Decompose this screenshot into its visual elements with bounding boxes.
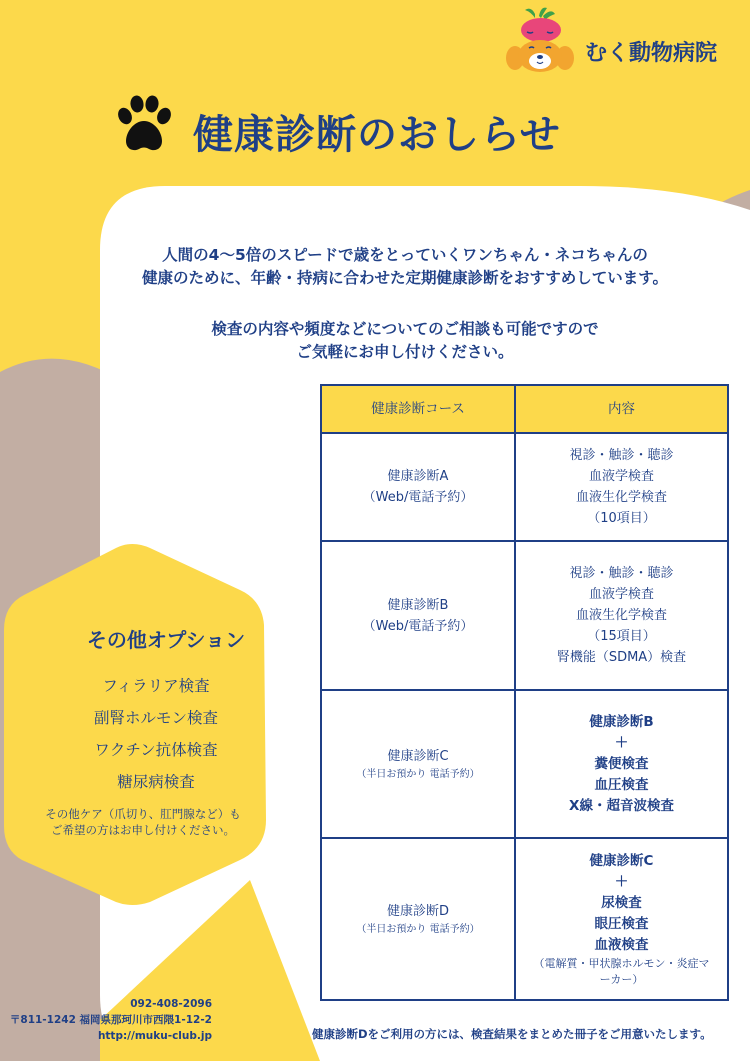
exam-item: 血液学検査 — [588, 587, 654, 602]
table-row — [321, 433, 728, 541]
exam-item: 尿検査 — [601, 894, 642, 911]
exam-item: 血液生化学検査 — [575, 490, 667, 505]
table-header-row — [321, 385, 728, 433]
paw-print-icon — [112, 94, 176, 158]
clinic-name: むく動物病院 — [585, 41, 718, 66]
option-item: 糖尿病検査 — [117, 773, 195, 791]
table-row — [321, 838, 728, 1000]
exam-item: 腎機能（SDMA）検査 — [556, 650, 687, 665]
course-cell — [321, 541, 515, 690]
exam-item: ＋ — [614, 873, 629, 890]
course-note: （Web/電話予約） — [362, 490, 474, 505]
exam-item: 血液生化学検査 — [575, 608, 667, 623]
exam-item: ＋ — [614, 734, 629, 751]
exam-item: 血液検査 — [594, 936, 649, 953]
contact-info — [0, 996, 212, 1044]
content-cell — [515, 433, 728, 541]
exam-item: 糞便検査 — [594, 755, 649, 772]
course-cell — [321, 690, 515, 838]
exam-item: 眼圧検査 — [594, 915, 649, 932]
exam-item: 視診・触診・聴診 — [569, 566, 674, 581]
option-item: 副腎ホルモン検査 — [93, 709, 218, 727]
intro-paragraph-2 — [100, 318, 710, 364]
intro-paragraph-1 — [100, 244, 710, 290]
course-name: 健康診断A — [387, 469, 449, 484]
clinic-logo — [505, 6, 575, 74]
option-item: ワクチン抗体検査 — [94, 741, 218, 759]
course-name: 健康診断D — [386, 903, 449, 919]
options-list — [56, 672, 256, 800]
option-item: フィラリア検査 — [102, 677, 210, 695]
page-title: 健康診断のおしらせ — [193, 112, 561, 158]
address: 〒811-1242 福岡県那珂川市西隈1-12-2 — [9, 1014, 212, 1026]
course-note: （半日お預かり 電話予約） — [356, 768, 480, 780]
table-row — [321, 541, 728, 690]
exam-item: 健康診断B — [589, 713, 654, 730]
exam-item: （10項目） — [587, 511, 656, 526]
exam-item: X線・超音波検査 — [569, 797, 674, 814]
exam-item: （15項目） — [587, 629, 656, 644]
intro-line: 検査の内容や頻度などについてのご相談も可能ですので — [211, 320, 599, 338]
exam-detail: （電解質・甲状腺ホルモン・炎症マ — [533, 956, 710, 970]
course-cell — [321, 838, 515, 1000]
column-header-course: 健康診断コース — [321, 385, 515, 433]
exam-detail: ーカー） — [599, 972, 644, 986]
website-link[interactable]: http://muku-club.jp — [97, 1030, 212, 1042]
exam-item: 健康診断C — [589, 852, 654, 869]
course-note: （Web/電話予約） — [362, 618, 474, 634]
course-name: 健康診断B — [387, 597, 449, 613]
exam-item: 視診・触診・聴診 — [569, 448, 674, 463]
course-name: 健康診断C — [387, 748, 449, 764]
intro-line: 人間の4〜5倍のスピードで歳をとっていくワンちゃん・ネコちゃんの — [162, 246, 648, 264]
course-cell — [321, 433, 515, 541]
options-note-line: その他ケア（爪切り、肛門腺など）も — [45, 807, 241, 821]
exam-item: 血圧検査 — [594, 776, 649, 793]
content-cell — [515, 541, 728, 690]
footnote: 健康診断Dをご利用の方には、検査結果をまとめた冊子をご用意いたします。 — [312, 1027, 712, 1041]
phone-number[interactable]: 092-408-2096 — [130, 998, 212, 1010]
table-row — [321, 690, 728, 838]
content-cell — [515, 838, 728, 1000]
intro-line: ご気軽にお申し付けください。 — [296, 343, 514, 361]
content-cell — [515, 690, 728, 838]
course-note: （半日お預かり 電話予約） — [356, 923, 480, 935]
options-note-line: ご希望の方はお申し付けください。 — [51, 823, 235, 837]
options-title: その他オプション — [86, 628, 246, 652]
course-table — [320, 384, 729, 1001]
options-note — [18, 806, 268, 838]
dog-with-radish-hat-logo-icon — [505, 6, 575, 74]
intro-line: 健康のために、年齢・持病に合わせた定期健康診断をおすすめしています。 — [142, 269, 668, 287]
exam-item: 血液学検査 — [588, 469, 654, 484]
column-header-content: 内容 — [515, 385, 728, 433]
